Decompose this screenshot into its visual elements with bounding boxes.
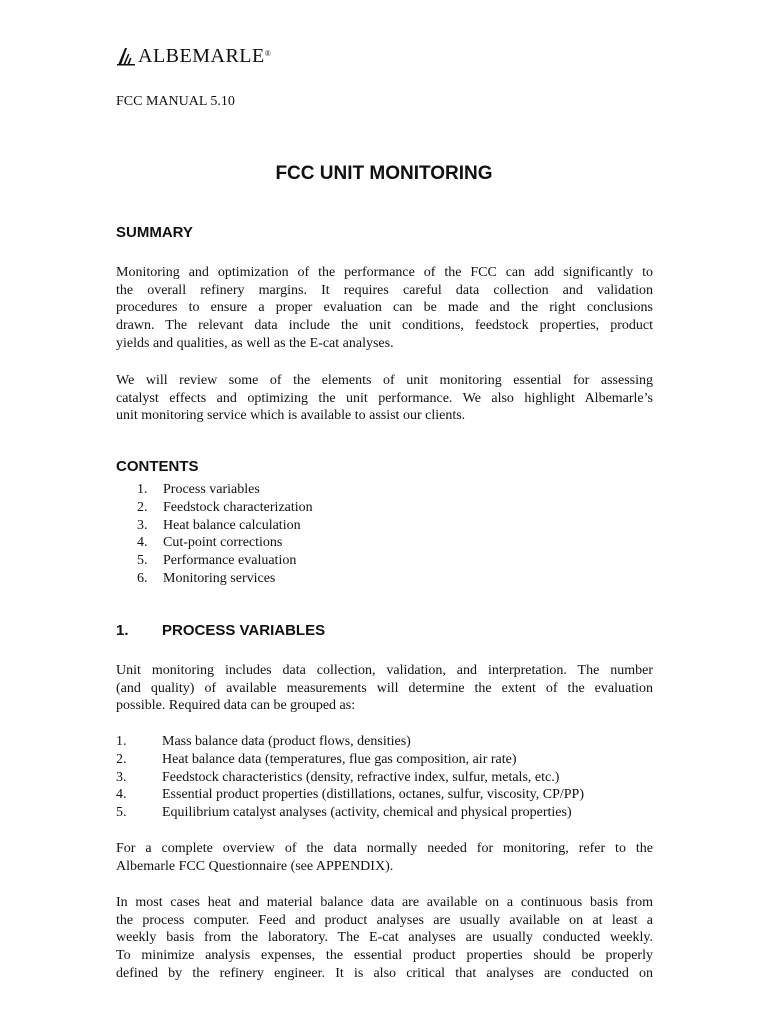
text-line: catalyst effects and optimizing the unit performance. We also highlight Albemarle’s: [116, 390, 653, 406]
data-groups-list: [116, 733, 584, 822]
item-number: 6.: [137, 570, 148, 586]
data-group-item: [116, 786, 584, 804]
summary-paragraph-2: [116, 372, 653, 425]
item-number: 3.: [137, 517, 148, 533]
contents-item: [137, 570, 313, 588]
text-line: defined by the refinery engineer. It is also critical that analyses are conducted on: [116, 965, 653, 981]
item-label: Performance evaluation: [163, 553, 297, 569]
item-number: 4.: [116, 787, 127, 803]
text-line: procedures to ensure a proper evaluation can be made and the right conclusions: [116, 300, 653, 316]
text-line: We will review some of the elements of unit monitoring essential for assessing: [116, 373, 653, 388]
item-number: 3.: [116, 769, 127, 785]
albemarle-logo: [116, 44, 271, 68]
section-intro-paragraph: [116, 662, 653, 715]
contents-item: [137, 552, 313, 570]
text-line: In most cases heat and material balance data are available on a continuous basis from: [116, 895, 653, 910]
page-title: FCC UNIT MONITORING: [275, 163, 493, 184]
text-line: the overall refinery margins. It requires careful data collection and validation: [116, 282, 653, 298]
summary-paragraph-1: [116, 264, 653, 353]
albemarle-mark-icon: [116, 46, 136, 66]
registered-mark: ®: [264, 48, 271, 58]
text-line: drawn. The relevant data include the unit conditions, feedstock properties, product: [116, 318, 653, 334]
text-line: weekly basis from the laboratory. The E-cat analyses are usually conducted weekly.: [116, 930, 653, 946]
item-number: 5.: [137, 553, 148, 569]
text-line: Unit monitoring includes data collection, validation, and interpretation. The number: [116, 663, 653, 678]
item-label: Heat balance calculation: [163, 517, 301, 533]
overview-paragraph: [116, 840, 653, 875]
item-number: 2.: [116, 751, 127, 767]
text-line: To minimize analysis expenses, the essential product properties should be properly: [116, 948, 653, 964]
logo-wordmark: ALBEMARLE: [138, 45, 265, 67]
item-label: Monitoring services: [163, 570, 276, 586]
item-label: Feedstock characterization: [163, 499, 313, 515]
text-line: unit monitoring service which is available to assist our clients.: [116, 408, 466, 424]
data-group-item: [116, 769, 584, 787]
item-label: Feedstock characteristics (density, refractive index, sulfur, metals, etc.): [162, 769, 560, 785]
item-number: 5.: [116, 805, 127, 821]
summary-heading: SUMMARY: [116, 224, 193, 241]
item-number: 1.: [116, 734, 127, 749]
contents-item: [137, 481, 313, 499]
data-group-item: [116, 751, 584, 769]
section-heading: PROCESS VARIABLES: [162, 622, 326, 639]
text-line: the process computer. Feed and product analyses are usually available on at least a: [116, 912, 653, 928]
text-line: Albemarle FCC Questionnaire (see APPENDIX).: [116, 858, 394, 874]
item-number: 4.: [137, 535, 148, 551]
item-label: Equilibrium catalyst analyses (activity, chemical and physical properties): [162, 805, 572, 821]
contents-list: [137, 481, 313, 588]
text-line: yields and qualities, as well as the E-cat analyses.: [116, 335, 394, 351]
contents-item: [137, 517, 313, 535]
text-line: For a complete overview of the data normally needed for monitoring, refer to the: [116, 841, 653, 856]
contents-item: [137, 499, 313, 517]
manual-label: FCC MANUAL 5.10: [116, 94, 235, 109]
item-label: Process variables: [163, 482, 260, 497]
data-group-item: [116, 804, 584, 822]
item-label: Essential product properties (distillations, octanes, sulfur, viscosity, CP/PP): [162, 787, 584, 803]
item-label: Heat balance data (temperatures, flue gas composition, air rate): [162, 751, 517, 767]
item-label: Cut-point corrections: [163, 535, 283, 551]
text-line: (and quality) of available measurements will determine the extent of the evaluation: [116, 680, 653, 696]
contents-heading: CONTENTS: [116, 458, 199, 475]
item-number: 2.: [137, 499, 148, 515]
data-group-item: [116, 733, 584, 751]
text-line: Monitoring and optimization of the performance of the FCC can add significantly to: [116, 265, 653, 280]
text-line: possible. Required data can be grouped as:: [116, 698, 356, 714]
contents-item: [137, 534, 313, 552]
item-number: 1.: [137, 482, 148, 497]
final-paragraph: [116, 894, 653, 983]
item-label: Mass balance data (product flows, densities): [162, 734, 411, 749]
section-number: 1.: [116, 622, 129, 639]
